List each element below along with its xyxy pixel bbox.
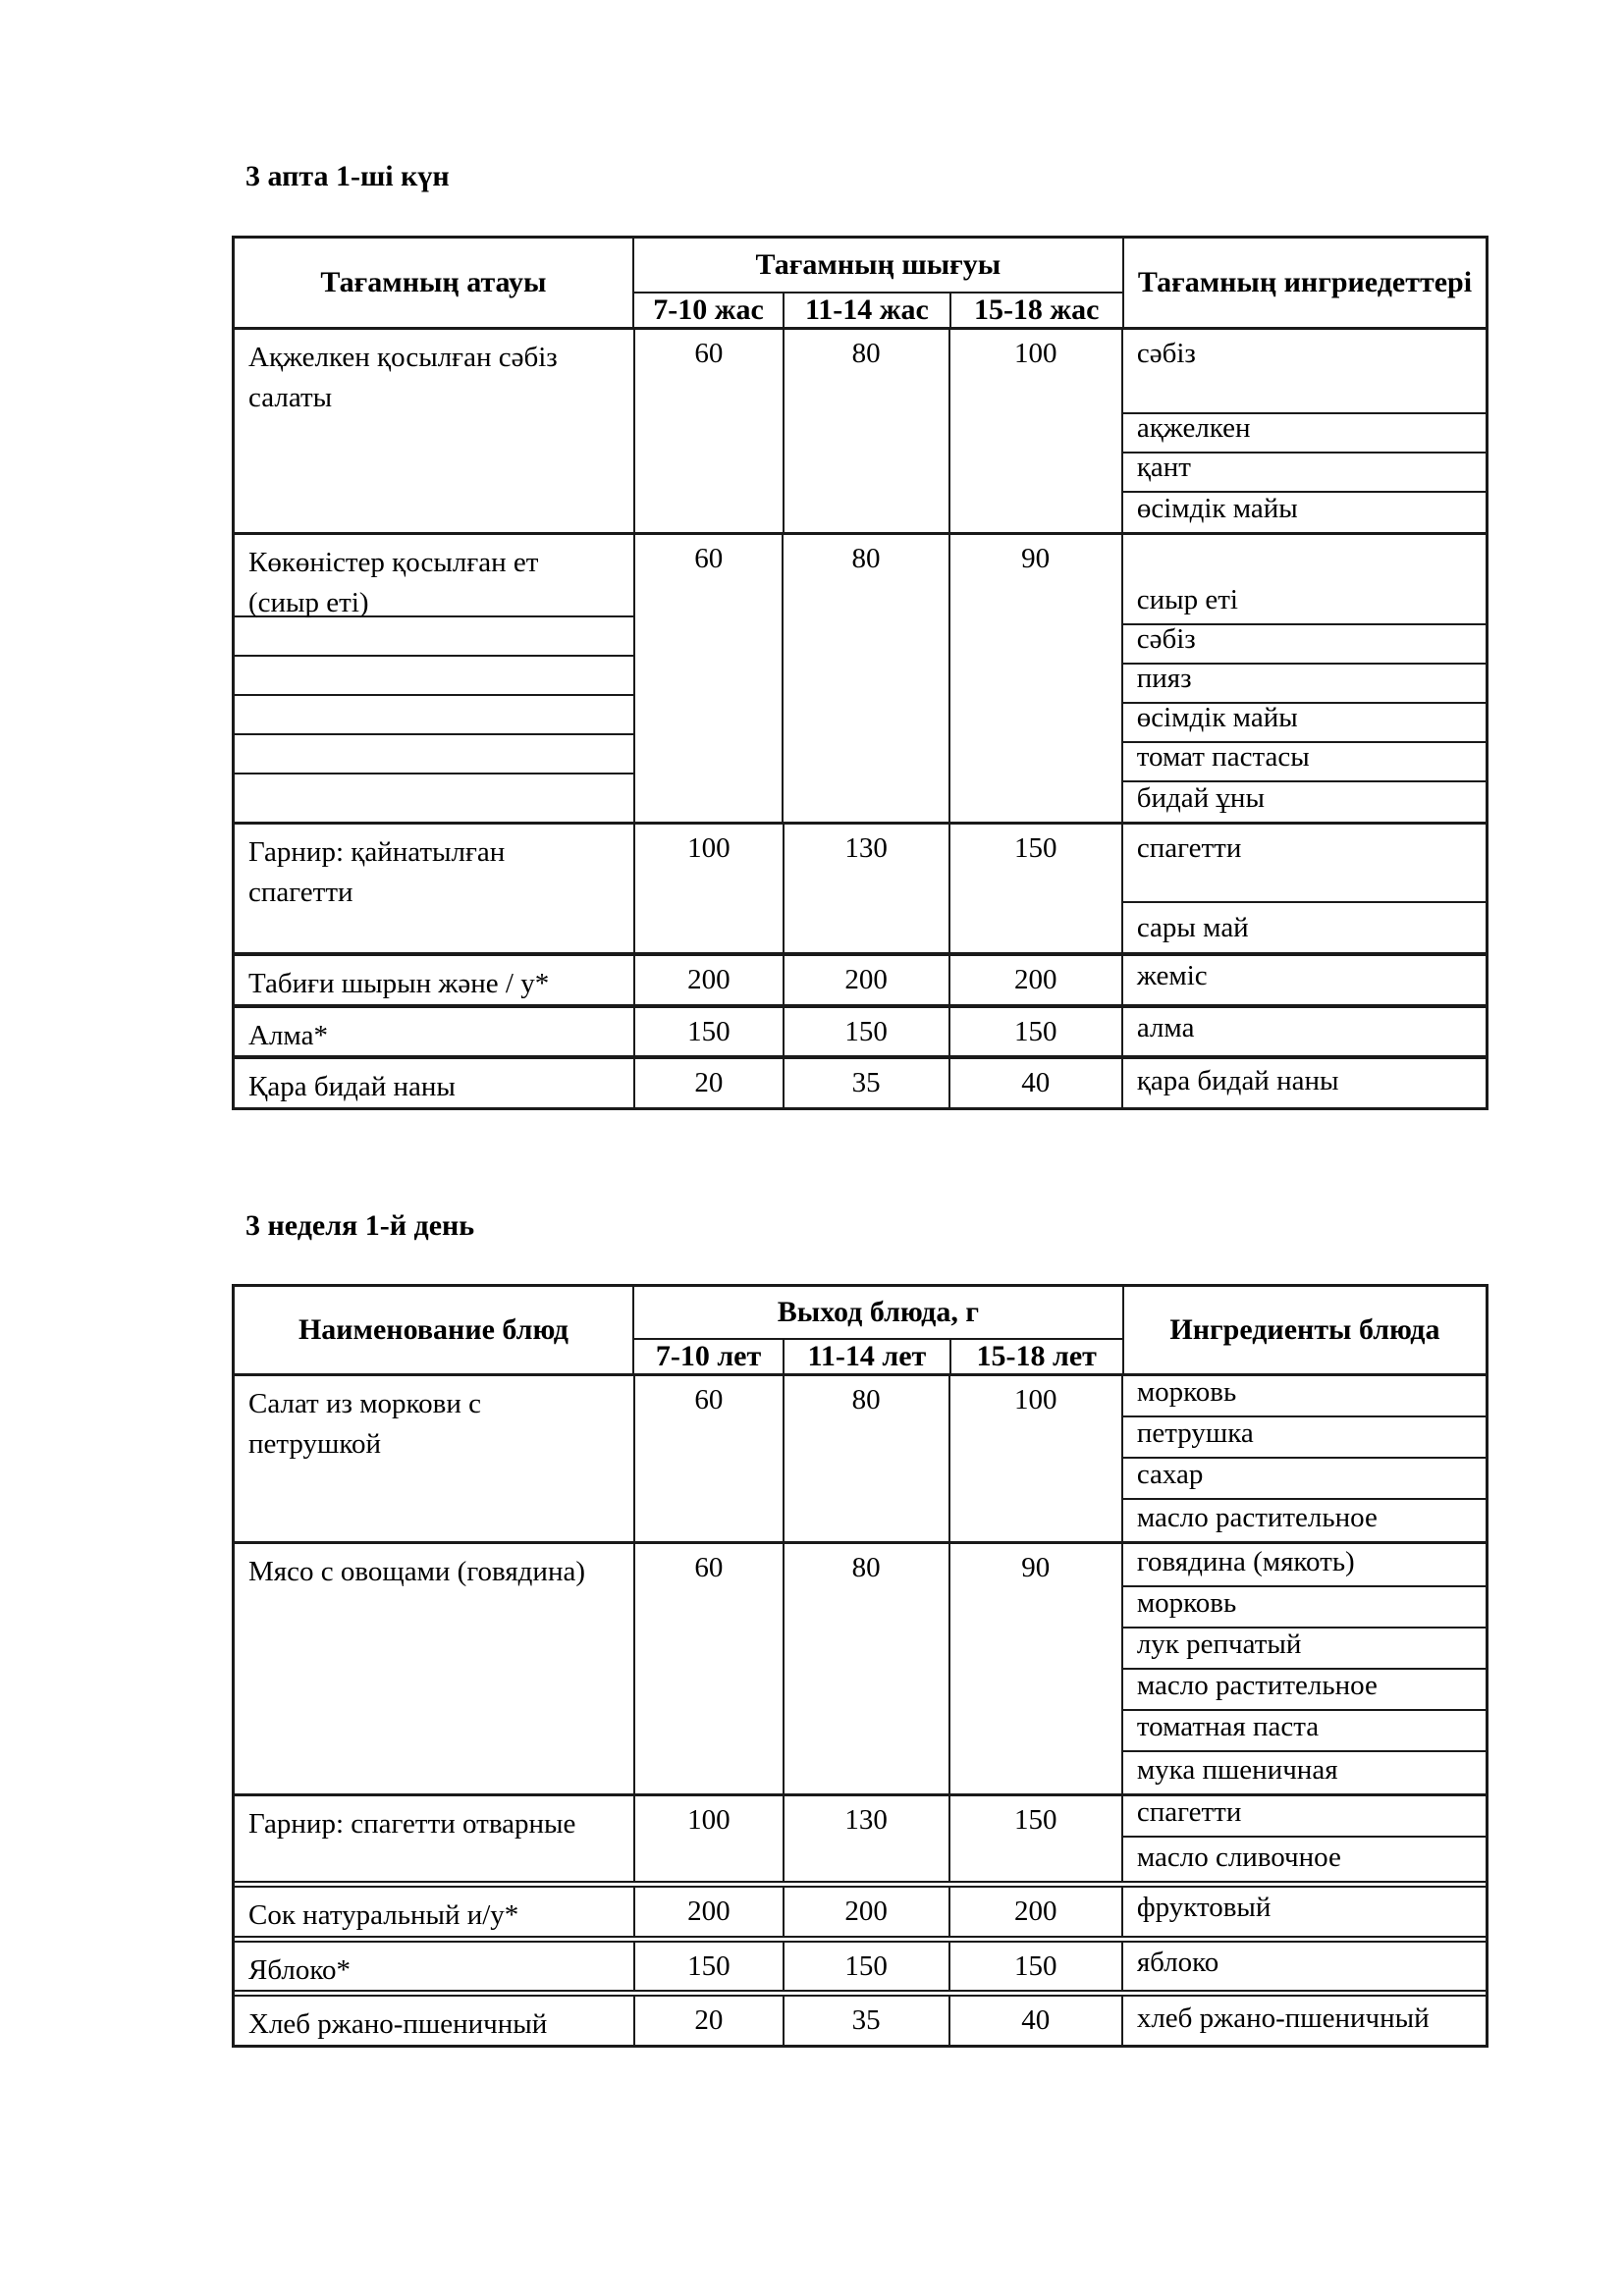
- portion-15-18: 90: [948, 535, 1121, 822]
- ingredient: масло растительное: [1123, 1670, 1486, 1711]
- age-header-7-10: 7-10 лет: [655, 1340, 762, 1372]
- age-header-15-18: 15-18 жас: [949, 294, 1122, 327]
- ingredient: фруктовый: [1136, 1892, 1272, 1923]
- portion-15-18: 150: [948, 825, 1121, 952]
- ingredients-column: [1121, 1888, 1486, 1936]
- ingredient: морковь: [1123, 1587, 1486, 1629]
- ingredient: томатная паста: [1123, 1711, 1486, 1752]
- ingredients-column: [1121, 1997, 1486, 2045]
- portion-11-14: 35: [783, 1059, 948, 1107]
- ingredient: өсімдік майы: [1123, 704, 1486, 743]
- ingredient: жеміс: [1136, 960, 1208, 991]
- ingredients-column: [1121, 825, 1486, 952]
- portion-7-10: 200: [633, 956, 782, 1004]
- dish-group-row: [235, 1004, 1486, 1056]
- ingredients-header: Тағамның ингриедеттері: [1122, 239, 1486, 327]
- ingredients-column: [1121, 330, 1486, 532]
- dish-name: Гарнир: қайнатылған спагетти: [248, 836, 506, 908]
- ingredient: қант: [1123, 454, 1486, 493]
- ingredient: сахар: [1123, 1459, 1486, 1500]
- portion-11-14: 80: [783, 330, 948, 532]
- dish-group-row: [235, 1055, 1486, 1107]
- empty-subcell: [235, 735, 633, 774]
- portion-7-10: 150: [633, 1943, 782, 1991]
- ingredient: ақжелкен: [1123, 414, 1486, 454]
- ingredients-column: [1121, 956, 1486, 1004]
- age-header-row: [634, 1340, 1122, 1373]
- dish-name: Көкөністер қосылған ет (сиыр еті): [235, 535, 633, 617]
- portion-15-18: 100: [948, 1376, 1121, 1541]
- dish-name: Гарнир: спагетти отварные: [248, 1808, 576, 1840]
- ingredient: морковь: [1123, 1376, 1486, 1417]
- ingredient: масло сливочное: [1136, 1842, 1341, 1873]
- dish-group-row: [235, 822, 1486, 952]
- portion-11-14: 150: [783, 1943, 948, 1991]
- ingredient: сиыр еті: [1123, 535, 1486, 625]
- portion-11-14: 150: [783, 1008, 948, 1056]
- table-header-row: [235, 239, 1486, 330]
- dish-name-column: [235, 535, 633, 822]
- portion-15-18: 100: [948, 330, 1121, 532]
- dish-group-row: [235, 1936, 1486, 1991]
- section-title-kazakh: 3 апта 1-ші күн: [245, 160, 450, 192]
- portion-15-18: 90: [948, 1544, 1121, 1793]
- portion-7-10: 150: [633, 1008, 782, 1056]
- dish-group-row: [235, 1793, 1486, 1881]
- portion-11-14: 130: [783, 825, 948, 952]
- portion-7-10: 60: [633, 535, 782, 822]
- ingredient: мука пшеничная: [1136, 1754, 1338, 1786]
- dish-name: Алма*: [248, 1019, 328, 1051]
- ingredient: говядина (мякоть): [1123, 1544, 1486, 1587]
- portion-11-14: 200: [783, 1888, 948, 1936]
- ingredients-column: [1121, 1796, 1486, 1881]
- section-title-russian: 3 неделя 1-й день: [245, 1209, 475, 1242]
- age-header-15-18: 15-18 лет: [949, 1340, 1122, 1373]
- age-header-row: [634, 294, 1122, 327]
- dish-name: Ақжелкен қосылған сәбіз салаты: [248, 342, 558, 413]
- portion-11-14: 130: [783, 1796, 948, 1881]
- ingredient: хлеб ржано-пшеничный: [1136, 2002, 1430, 2035]
- empty-subcell: [235, 657, 633, 696]
- ingredients-column: [1121, 535, 1486, 822]
- ingredient: сәбіз: [1123, 625, 1486, 665]
- ingredients-column: [1121, 1008, 1486, 1056]
- ingredient: сәбіз: [1123, 330, 1486, 414]
- dish-name: Табиғи шырын және / у*: [248, 968, 550, 999]
- dish-name: Салат из моркови с петрушкой: [248, 1388, 482, 1460]
- ingredient: лук репчатый: [1123, 1629, 1486, 1670]
- table-header-row: [235, 1287, 1486, 1376]
- portion-7-10: 100: [633, 1796, 782, 1881]
- portion-15-18: 40: [948, 1059, 1121, 1107]
- dish-group-row: [235, 1541, 1486, 1793]
- dish-group-row: [235, 1376, 1486, 1541]
- ingredient: спагетти: [1123, 825, 1486, 903]
- portion-7-10: 200: [633, 1888, 782, 1936]
- portion-7-10: 20: [633, 1059, 782, 1107]
- age-header-11-14: 11-14 жас: [783, 294, 948, 327]
- ingredient: пияз: [1123, 665, 1486, 704]
- menu-table-kazakh: [232, 236, 1489, 1110]
- portion-15-18: 150: [948, 1796, 1121, 1881]
- ingredient: бидай ұны: [1136, 782, 1265, 814]
- ingredient: яблоко: [1136, 1946, 1219, 1978]
- dish-group-row: [235, 532, 1486, 822]
- ingredients-column: [1121, 1059, 1486, 1107]
- ingredients-header: Ингредиенты блюда: [1122, 1287, 1486, 1373]
- dish-group-row: [235, 952, 1486, 1004]
- dish-name: Мясо с овощами (говядина): [248, 1556, 585, 1587]
- output-header: Выход блюда, г: [634, 1287, 1122, 1340]
- portion-7-10: 60: [633, 1376, 782, 1541]
- ingredients-column: [1121, 1544, 1486, 1793]
- ingredients-column: [1121, 1943, 1486, 1991]
- portion-15-18: 150: [948, 1943, 1121, 1991]
- dish-name: Қара бидай наны: [248, 1071, 456, 1103]
- ingredient: томат пастасы: [1123, 743, 1486, 782]
- dish-name-header: Наименование блюд: [298, 1313, 568, 1346]
- portion-11-14: 200: [783, 956, 948, 1004]
- dish-name: Яблоко*: [248, 1953, 351, 1986]
- age-header-11-14: 11-14 лет: [783, 1340, 948, 1373]
- empty-subcell: [235, 617, 633, 657]
- portion-11-14: 80: [782, 535, 947, 822]
- portion-15-18: 200: [948, 1888, 1121, 1936]
- ingredient: алма: [1136, 1011, 1195, 1043]
- ingredient: масло растительное: [1136, 1502, 1378, 1533]
- portion-7-10: 20: [633, 1997, 782, 2045]
- portion-15-18: 40: [948, 1997, 1121, 2045]
- dish-group-row: [235, 330, 1486, 532]
- empty-subcell: [235, 696, 633, 735]
- ingredient: қара бидай наны: [1136, 1065, 1339, 1097]
- dish-group-row: [235, 1990, 1486, 2045]
- empty-subcell: [235, 774, 633, 822]
- menu-table-russian: [232, 1284, 1489, 2048]
- output-header-group: [632, 239, 1122, 327]
- output-header: Тағамның шығуы: [634, 239, 1122, 294]
- dish-name: Сок натуральный и/у*: [248, 1899, 519, 1931]
- output-header-group: [632, 1287, 1122, 1373]
- portion-7-10: 60: [633, 330, 782, 532]
- portion-7-10: 60: [633, 1544, 782, 1793]
- dish-group-row: [235, 1881, 1486, 1936]
- portion-7-10: 100: [633, 825, 782, 952]
- ingredient: спагетти: [1123, 1796, 1486, 1838]
- ingredient: сары май: [1136, 911, 1249, 943]
- ingredient: петрушка: [1123, 1417, 1486, 1459]
- ingredient: өсімдік майы: [1136, 493, 1298, 524]
- dish-name: Хлеб ржано-пшеничный: [248, 2008, 548, 2041]
- portion-11-14: 80: [783, 1544, 948, 1793]
- portion-15-18: 150: [948, 1008, 1121, 1056]
- ingredients-column: [1121, 1376, 1486, 1541]
- portion-15-18: 200: [948, 956, 1121, 1004]
- portion-11-14: 35: [783, 1997, 948, 2045]
- dish-name-header: Тағамның атауы: [320, 266, 547, 298]
- age-header-7-10: 7-10 жас: [653, 294, 764, 326]
- portion-11-14: 80: [783, 1376, 948, 1541]
